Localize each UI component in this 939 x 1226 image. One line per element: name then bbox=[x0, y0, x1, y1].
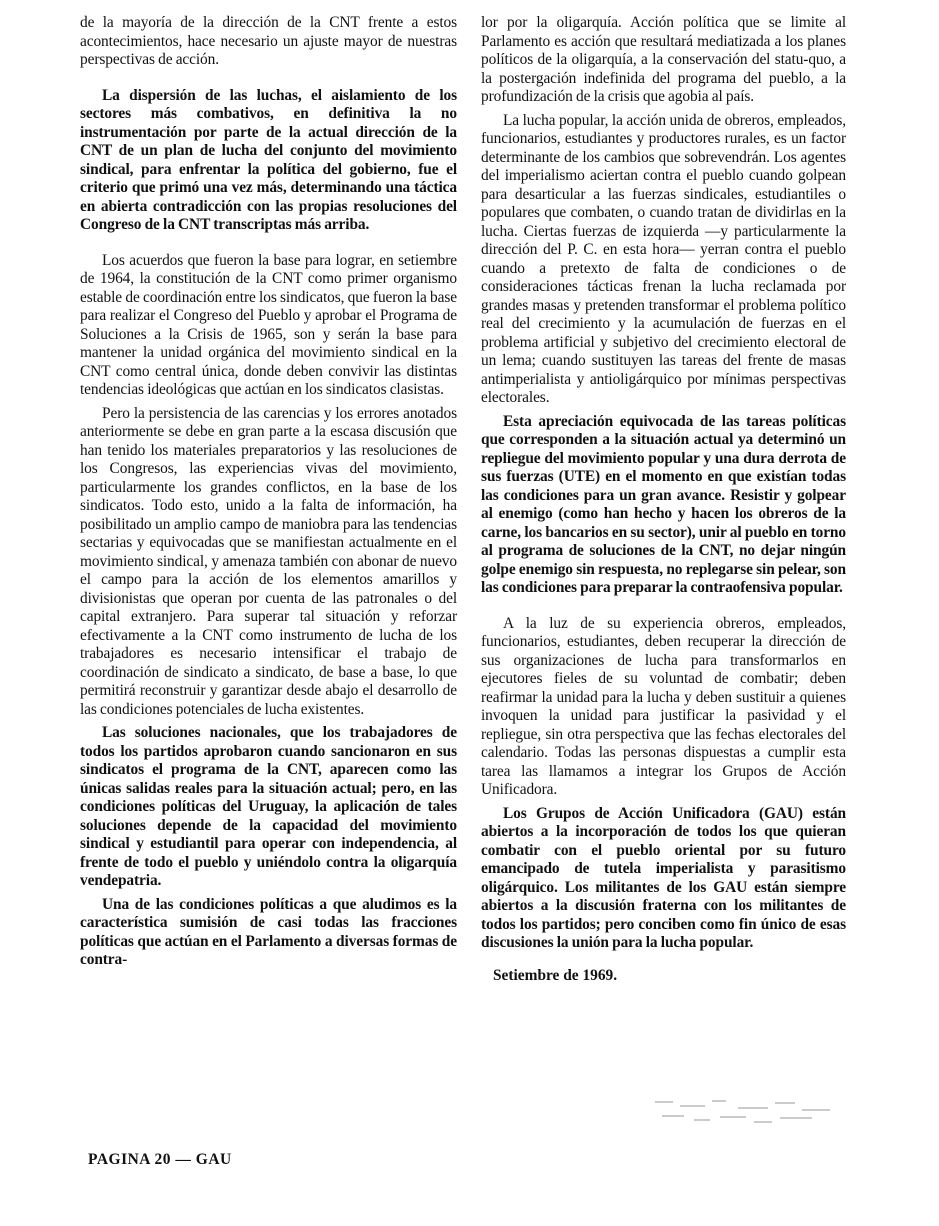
paragraph-bold: Las soluciones nacionales, que los trabajadores de todos los partidos aprobaron cuando sancionaron en sus sindicatos el programa de la CNT, aparecen como las únicas salidas reales para la situación actual; pero, en las condiciones políticas del Uruguay, la aplicación de tales soluciones depende de la capacidad del movimiento sindical y estudiantil para operar con independencia, al frente de todo el pueblo y uniéndolo contra la oligarquía vendepatria. bbox=[80, 724, 457, 889]
paragraph-bold: Una de las condiciones políticas a que aludimos es la característica sumisión de casi todas las fracciones políticas que actúan en el Parlamento a diversas formas de contra- bbox=[80, 895, 457, 968]
paragraph: lor por la oligarquía. Acción política que se limite al Parlamento es acción que resultará mediatizada a los planes políticos de la oligarquía, a la conservación del statu-quo, a la postergación indefinida del programa del pueblo, a la profundización de la crisis que agobia al país. bbox=[481, 14, 846, 105]
paragraph: Pero la persistencia de las carencias y los errores anotados anteriormente se debe en gran parte a la escasa discusión que han tenido los materiales preparatorios y las resoluciones de los Congresos, las experiencias vivas del movimiento, particularmente los grandes conflictos, en la base de los sindicatos. Todo esto, unido a la falta de información, ha posibilitado un amplio campo de maniobra para las tendencias sectarias y equivocadas que se manifiestan actualmente en el movimiento sindical, y amenaza también con abonar de nuevo el campo para la acción de los elementos amarillos y divisionistas que operan por cuenta de las patronales o del capital extranjero. Para superar tal situación y reforzar efectivamente a la CNT como instrumento de lucha de los trabajadores es necesario intensificar el trabajo de coordinación de sindicato a sindicato, de base a base, lo que permitirá reconstruir y garantizar desde abajo el desarrollo de las condiciones potenciales de lucha existentes. bbox=[80, 404, 457, 718]
page-footer: PAGINA 20 — GAU bbox=[88, 1151, 232, 1168]
paragraph: de la mayoría de la dirección de la CNT frente a estos acontecimientos, hace necesario un ajuste mayor de nuestras perspectivas de acción. bbox=[80, 14, 457, 68]
right-column bbox=[481, 14, 846, 1000]
paragraph-bold: Esta apreciación equivocada de las tareas políticas que corresponden a la situación actual ya determinó un repliegue del movimiento popular y una dura derrota de sus fuerzas (UTE) en el momento en que existían todas las condiciones para un gran avance. Resistir y golpear al enemigo (como han hecho y hacen los obreros de la carne, los bancarios en su sector), unir al pueblo en torno al programa de soluciones de la CNT, no dejar ningún golpe enemigo sin respuesta, no replegarse sin pelear, son las condiciones para preparar la contraofensiva popular. bbox=[481, 412, 846, 596]
paragraph-bold: La dispersión de las luchas, el aislamiento de los sectores más combativos, en definitiva la no instrumentación por parte de la actual dirección de la CNT de un plan de lucha del conjunto del movimiento sindical, para enfrentar la política del gobierno, fue el criterio que primó una vez más, determinando una táctica en abierta contradicción con las propias resoluciones del Congreso de la CNT transcriptas más arriba. bbox=[80, 86, 457, 233]
paragraph: Los acuerdos que fueron la base para lograr, en setiembre de 1964, la constitución de la CNT como primer organismo estable de coordinación entre los sindicatos, que fueron la base para realizar el Congreso del Pueblo y aprobar el Programa de Soluciones a la Crisis de 1965, son y serán la base para mantener la unidad orgánica del movimiento sindical en la CNT como central única, donde deben convivir las distintas tendencias ideológicas que actúan en los sindicatos clasistas. bbox=[80, 251, 457, 398]
paragraph-bold: Los Grupos de Acción Unificadora (GAU) están abiertos a la incorporación de todos los que quieran combatir con el pueblo oriental por su futuro emancipado de tutela imperialista y parasitismo oligárquico. Los militantes de los GAU están siempre abiertos a la discusión fraterna con los militantes de todos los partidos; pero conciben como fin único de esas discusiones la unión para la lucha popular. bbox=[481, 804, 846, 951]
date-line: Setiembre de 1969. bbox=[493, 966, 618, 984]
left-column bbox=[80, 14, 457, 970]
print-noise bbox=[650, 1097, 850, 1127]
paragraph: A la luz de su experiencia obreros, empleados, funcionarios, estudiantes, deben recuperar la dirección de sus organizaciones de lucha para transformarlos en ejecutores fieles de su voluntad de combatir; deben reafirmar la unidad para la lucha y deben sustituir a quienes invoquen la unidad para justificar la pasividad y el repliegue, sin otra perspectiva que las fechas electorales del calendario. Todas las personas dispuestas a cumplir esta tarea las llamamos a integrar los Grupos de Acción Unificadora. bbox=[481, 614, 846, 798]
paragraph: La lucha popular, la acción unida de obreros, empleados, funcionarios, estudiantes y productores rurales, es un factor determinante de los cambios que sobrevendrán. Los agentes del imperialismo aciertan contra el pueblo cuando golpean para desarticular a las fuerzas sindicales, estudiantiles o populares que combaten, o cuando tratan de dividirlas en la lucha. Ciertas fuerzas de izquierda —y particularmente la dirección del P. C. en esta hora— yerran contra el pueblo cuando a pretexto de falta de condiciones o de consideraciones tácticas frenan la lucha reclamada por grandes masas y pretenden transformar el problema político real del crecimiento y la acumulación de fuerzas en el problema artificial y subjetivo del crecimiento electoral de un lema; cuando sustituyen las tareas del frente de masas antimperialista y antioligárquico por mínimas perspectivas electorales. bbox=[481, 111, 846, 406]
